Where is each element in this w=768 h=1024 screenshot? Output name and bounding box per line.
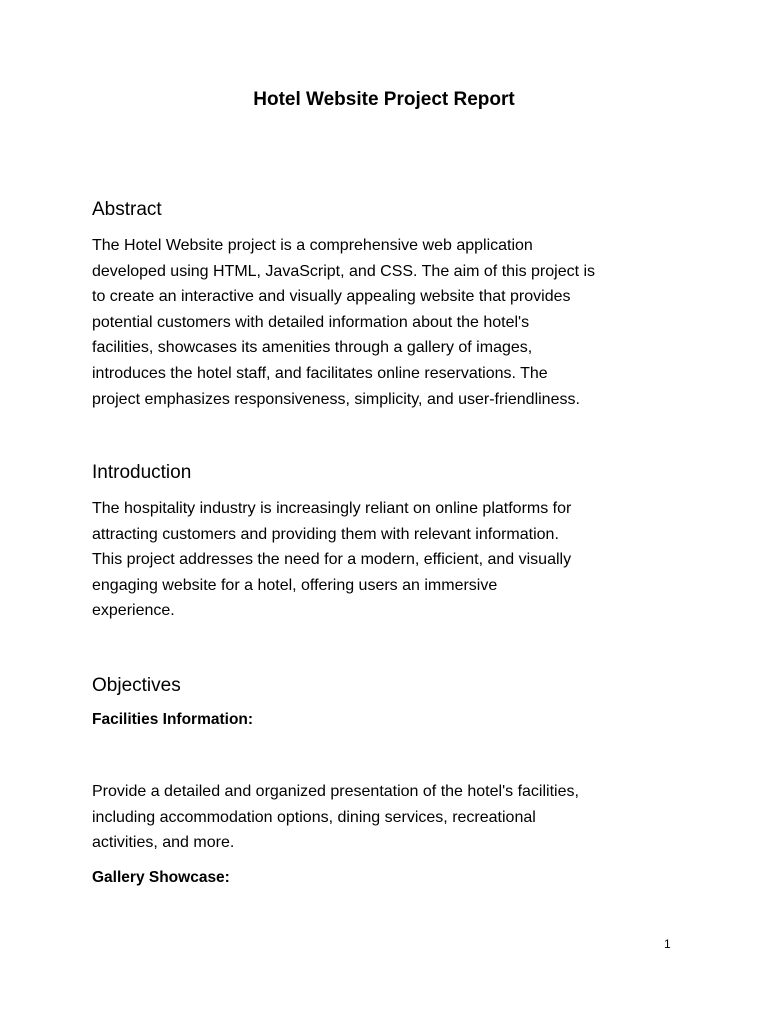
text-line: attracting customers and providing them with relevant information. xyxy=(92,525,559,543)
text-line: potential customers with detailed information about the hotel's xyxy=(92,313,530,331)
text-line: The hospitality industry is increasingly reliant on online platforms for xyxy=(92,500,572,517)
text-line: activities, and more. xyxy=(92,834,235,852)
text-line: introduces the hotel staff, and facilitates online reservations. The xyxy=(92,364,548,382)
introduction-paragraph xyxy=(92,496,692,624)
introduction-heading: Introduction xyxy=(92,462,192,483)
facilities-paragraph xyxy=(92,779,692,856)
text-line: to create an interactive and visually appealing website that provides xyxy=(92,288,571,306)
text-line: including accommodation options, dining services, recreational xyxy=(92,808,536,826)
objectives-heading: Objectives xyxy=(92,675,181,696)
facilities-information-subheading: Facilities Information: xyxy=(92,711,254,728)
text-line: facilities, showcases its amenities through a gallery of images, xyxy=(92,339,533,357)
text-line: This project addresses the need for a modern, efficient, and visually xyxy=(92,551,572,569)
text-line: experience. xyxy=(92,602,175,620)
abstract-heading: Abstract xyxy=(92,199,162,220)
page-number: 1 xyxy=(664,937,671,951)
text-line: engaging website for a hotel, offering users an immersive xyxy=(92,576,498,594)
gallery-showcase-subheading: Gallery Showcase: xyxy=(92,869,230,886)
text-line: The Hotel Website project is a comprehensive web application xyxy=(92,237,533,254)
abstract-paragraph xyxy=(92,233,692,412)
text-line: project emphasizes responsiveness, simplicity, and user-friendliness. xyxy=(92,390,580,408)
text-line: Provide a detailed and organized presentation of the hotel's facilities, xyxy=(92,783,579,800)
text-line: developed using HTML, JavaScript, and CSS. The aim of this project is xyxy=(92,262,596,280)
page-title: Hotel Website Project Report xyxy=(253,89,515,110)
